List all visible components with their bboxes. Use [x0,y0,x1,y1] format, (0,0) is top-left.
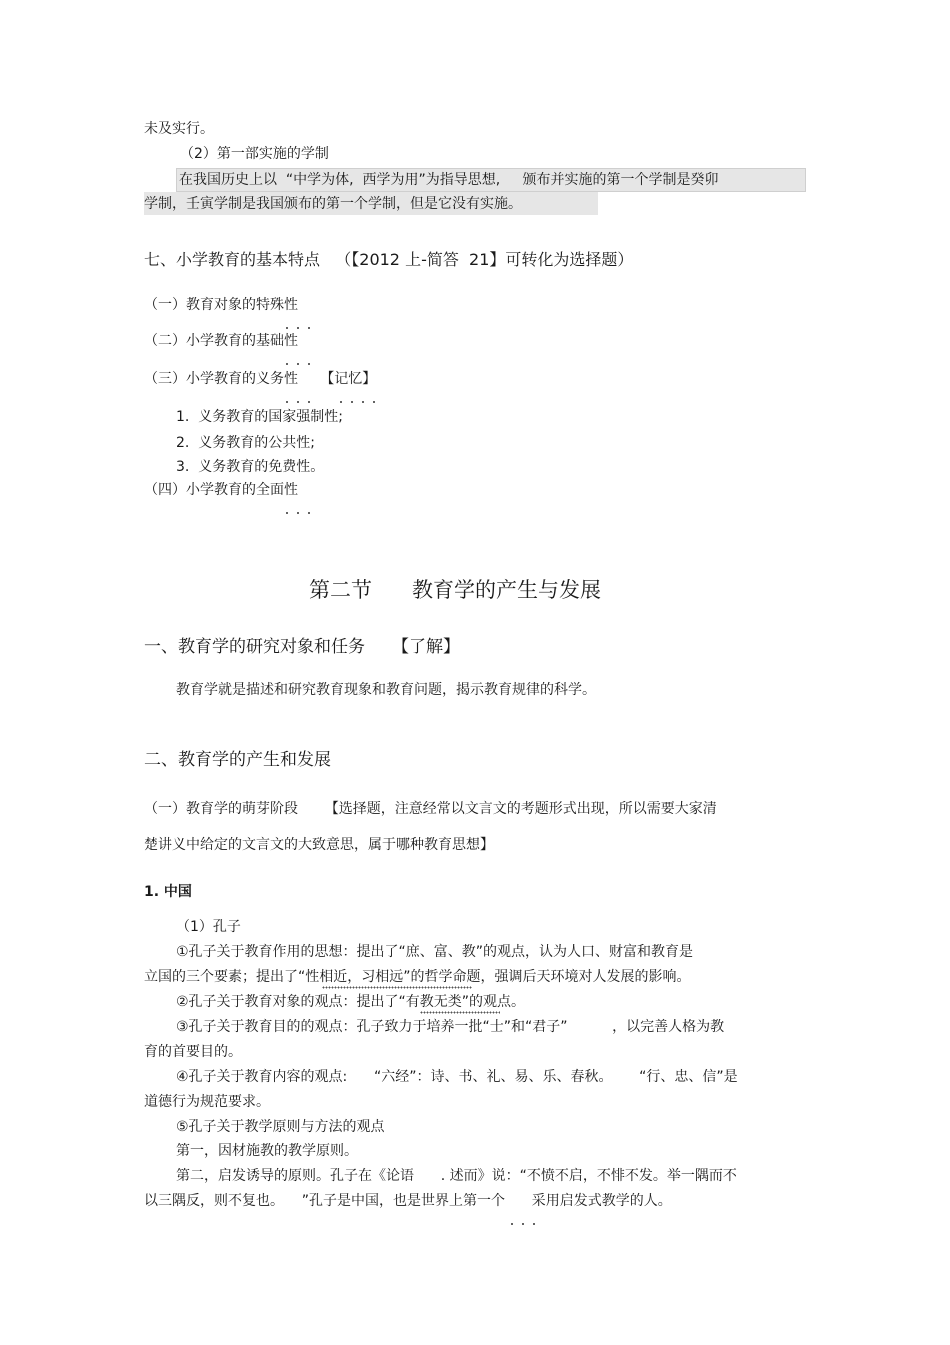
emphasis-dots [286,388,319,392]
text-line: （2）第一部实施的学制 [180,146,329,162]
text-line: 第一，因材施教的教学原则。 [176,1143,358,1159]
text-line: 第二，启发诱导的原则。孔子在《论语 . 述而》说：“不愤不启，不悱不发。举一隅而不 [176,1168,737,1184]
text-line: （1）孔子 [176,919,241,935]
list-item: 1. 义务教育的国家强制性; [176,409,343,425]
text-line: ⑤孔子关于教学原则与方法的观点 [176,1119,385,1135]
emphasis-dots [511,1210,544,1214]
subheading: （四）小学教育的全面性 [144,482,298,498]
paragraph: 教育学就是描述和研究教育现象和教育问题，揭示教育规律的科学。 [176,682,596,698]
list-item: 3. 义务教育的免费性。 [176,459,325,475]
text-line: 在我国历史上以 “中学为体, 西学为用”为指导思想, 颁布并实施的第一个学制是癸卯 [179,172,719,188]
text-line: ④孔子关于教育内容的观点: “六经”：诗、书、礼、易、乐、春秋。 “行、忠、信”是 [176,1069,738,1085]
text-line: 以三隅反，则不复也。 ”孔子是中国，也是世界上第一个 采用启发式教学的人。 [144,1193,672,1209]
text-line: 楚讲义中给定的文言文的大致意思，属于哪种教育思想】 [144,837,494,853]
text-line: 未及实行。 [144,121,214,137]
text-line: ③孔子关于教育目的的观点：孔子致力于培养一批“士”和“君子” ，以完善人格为教 [176,1019,725,1035]
text-line: 育的首要目的。 [144,1044,242,1060]
heading-2: 二、教育学的产生和发展 [144,750,331,770]
section-title: 第二节 教育学的产生与发展 [309,578,602,602]
subheading: （一）教育学的萌芽阶段 【选择题，注意经常以文言文的考题形式出现，所以需要大家清 [144,801,717,817]
emphasis-dots [286,499,319,503]
text-line: 道德行为规范要求。 [144,1094,270,1110]
emphasis-dots [340,388,384,392]
subheading: （三）小学教育的义务性 【记忆】 [144,371,377,387]
subheading: （二）小学教育的基础性 [144,333,298,349]
subheading: （一）教育对象的特殊性 [144,297,298,313]
heading-7: 七、小学教育的基本特点 （【2012 上-简答 21】可转化为选择题） [144,250,634,269]
wavy-underline [322,986,472,990]
heading-1: 一、教育学的研究对象和任务 【了解】 [144,637,461,657]
list-item: 2. 义务教育的公共性; [176,435,315,451]
text-line: ①孔子关于教育作用的思想：提出了“庶、富、教”的观点，认为人口、财富和教育是 [176,944,694,960]
item-heading: 1. 中国 [144,884,192,900]
wavy-underline [420,1011,500,1015]
text-line: 学制，壬寅学制是我国颁布的第一个学制，但是它没有实施。 [144,196,522,212]
text-line: ②孔子关于教育对象的观点：提出了“有教无类”的观点。 [176,994,526,1010]
emphasis-dots [286,350,319,354]
text-line: 立国的三个要素；提出了“性相近，习相远”的哲学命题，强调后天环境对人发展的影响。 [144,969,691,985]
emphasis-dots [286,314,319,318]
